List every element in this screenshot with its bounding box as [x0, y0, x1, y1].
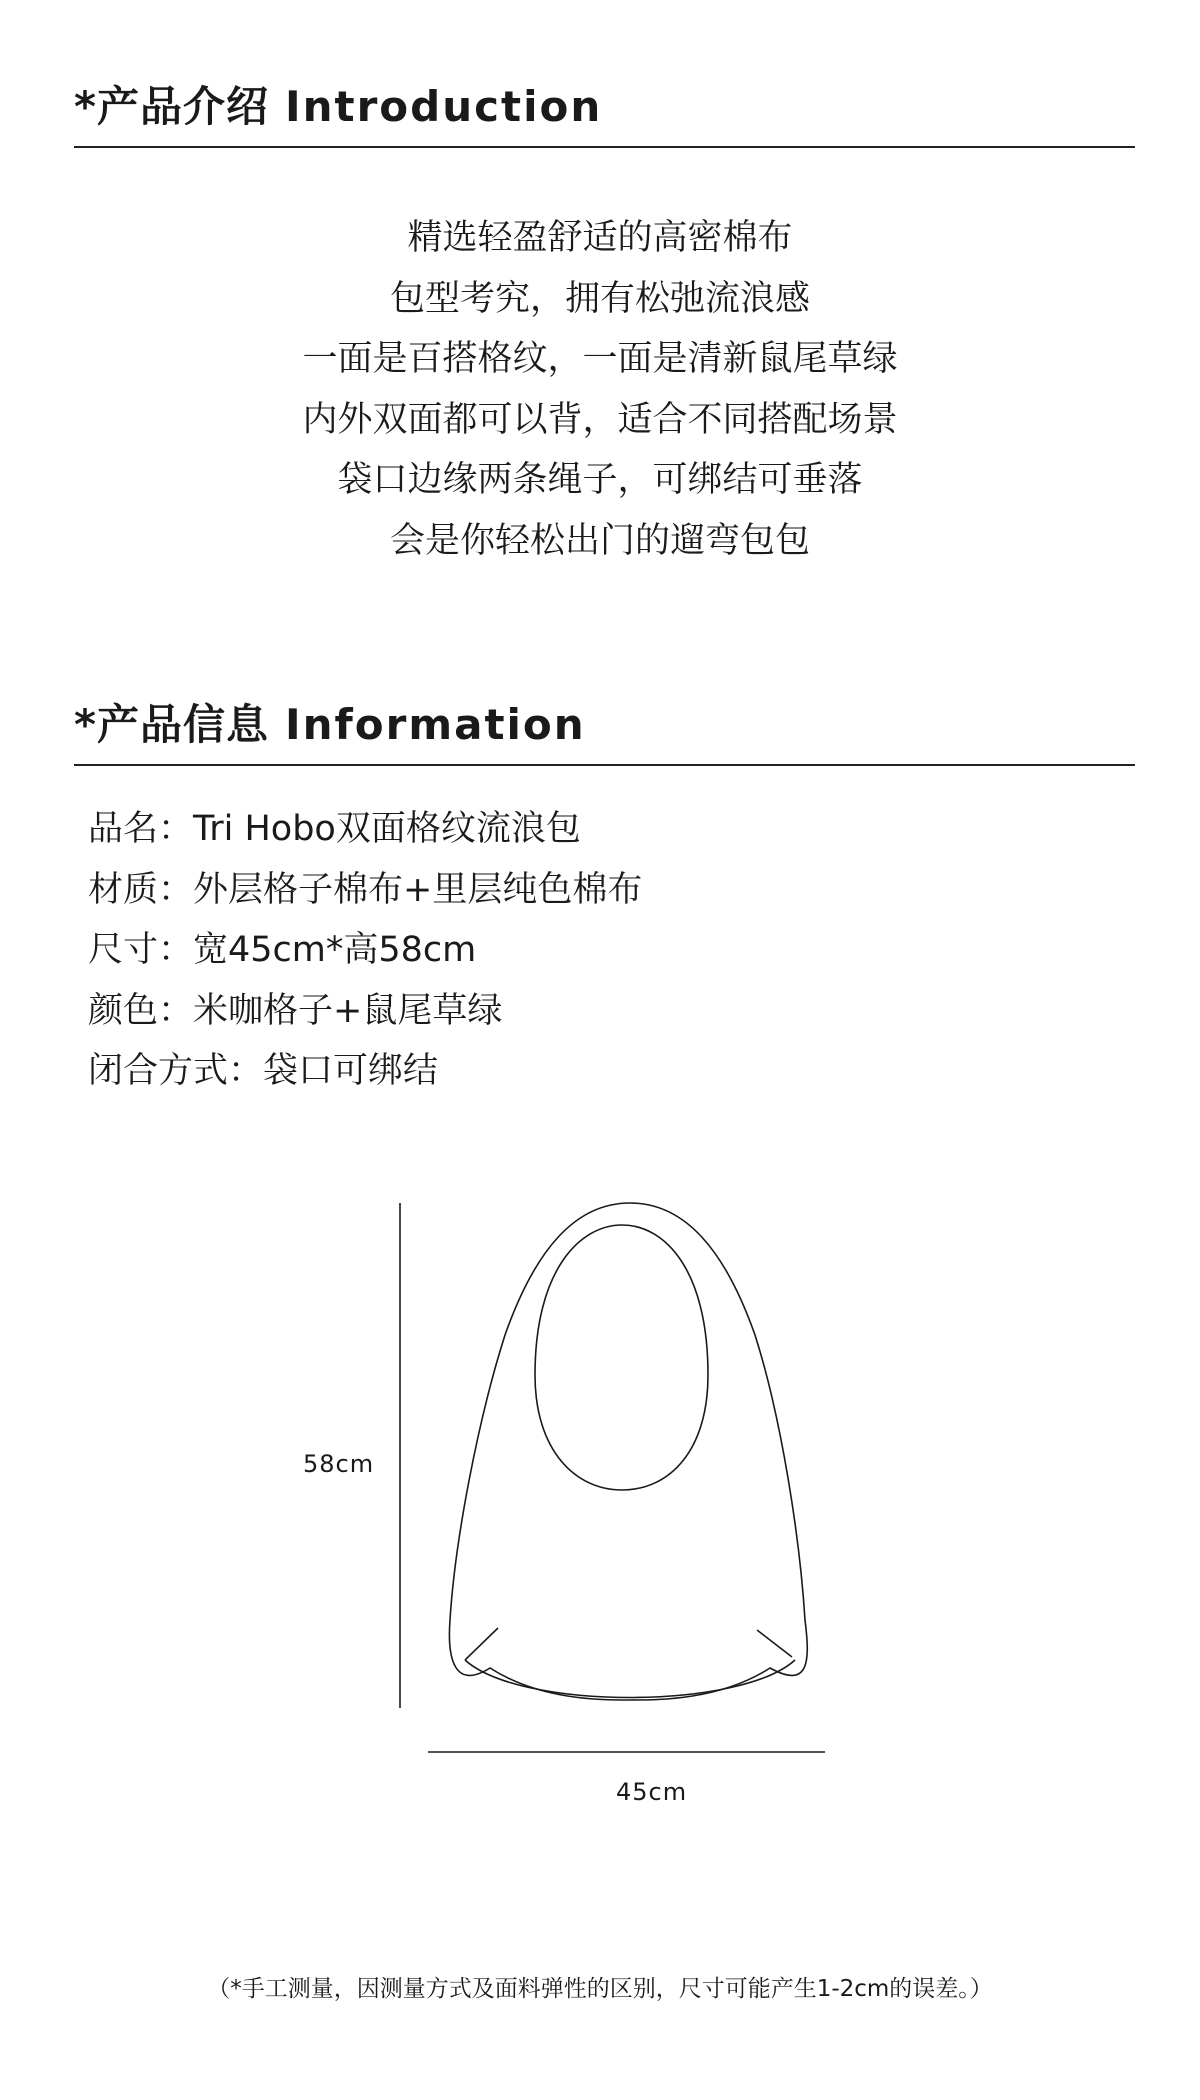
intro-title-en: Introduction — [284, 82, 603, 131]
info-item-closure: 闭合方式：袋口可绑结 — [88, 1051, 439, 1091]
info-title-en: Information — [284, 700, 586, 749]
intro-title-cn: *产品介绍 — [74, 82, 269, 131]
height-label: 58cm — [303, 1450, 375, 1478]
intro-line: 会是你轻松出门的遛弯包包 — [389, 520, 810, 561]
info-item-size: 尺寸：宽45cm*高58cm — [88, 930, 477, 970]
info-item-name: 品名：Tri Hobo双面格纹流浪包 — [88, 809, 581, 849]
intro-line: 袋口边缘两条绳子，可绑结可垂落 — [337, 460, 863, 500]
info-title-cn: *产品信息 — [74, 700, 269, 749]
measurement-footnote: （*手工测量，因测量方式及面料弹性的区别，尺寸可能产生1-2cm的误差。） — [207, 1976, 993, 2002]
bag-corner-fold-right — [757, 1630, 792, 1657]
bag-outline-bottom — [465, 1660, 795, 1698]
info-item-color: 颜色：米咖格子+鼠尾草绿 — [88, 990, 503, 1031]
intro-line: 内外双面都可以背，适合不同搭配场景 — [302, 399, 898, 440]
intro-line: 一面是百搭格纹，一面是清新鼠尾草绿 — [302, 339, 898, 379]
info-item-material: 材质：外层格子棉布+里层纯色棉布 — [88, 869, 643, 910]
width-label: 45cm — [616, 1778, 688, 1806]
intro-line: 精选轻盈舒适的高密棉布 — [407, 218, 793, 258]
bag-outline — [449, 1203, 807, 1700]
bag-handle-opening — [535, 1225, 708, 1490]
bag-corner-fold-left — [465, 1628, 498, 1660]
intro-line: 包型考究，拥有松弛流浪感 — [389, 278, 810, 319]
